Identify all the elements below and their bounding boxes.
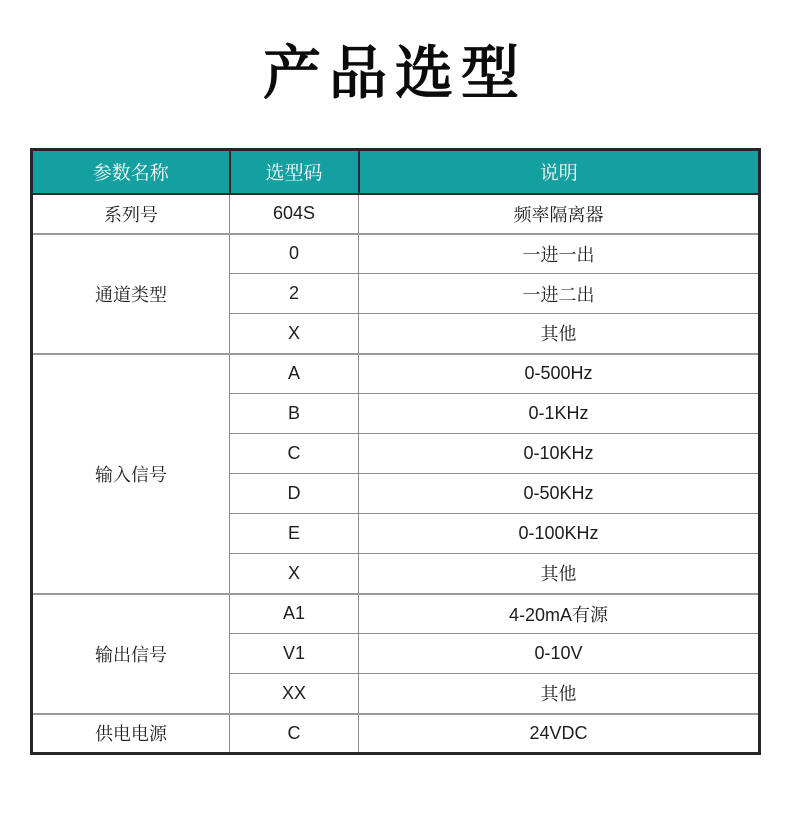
code-cell: C bbox=[230, 714, 359, 754]
table-row bbox=[32, 354, 760, 394]
header-description: 说明 bbox=[359, 150, 760, 194]
header-param-name: 参数名称 bbox=[32, 150, 230, 194]
desc-cell: 0-50KHz bbox=[359, 474, 760, 514]
table-row bbox=[32, 194, 760, 234]
desc-cell: 0-500Hz bbox=[359, 354, 760, 394]
code-cell: X bbox=[230, 554, 359, 594]
product-selection-table bbox=[30, 148, 761, 755]
desc-cell: 0-1KHz bbox=[359, 394, 760, 434]
param-cell: 供电电源 bbox=[32, 714, 230, 754]
code-cell: A1 bbox=[230, 594, 359, 634]
desc-cell: 其他 bbox=[359, 674, 760, 714]
table-row bbox=[32, 714, 760, 754]
table-body bbox=[32, 194, 760, 754]
code-cell: A bbox=[230, 354, 359, 394]
desc-cell: 24VDC bbox=[359, 714, 760, 754]
page-title: 产品选型 bbox=[262, 41, 527, 106]
code-cell: B bbox=[230, 394, 359, 434]
code-cell: 604S bbox=[230, 194, 359, 234]
code-cell: XX bbox=[230, 674, 359, 714]
param-cell: 通道类型 bbox=[32, 234, 230, 354]
code-cell: X bbox=[230, 314, 359, 354]
code-cell: 2 bbox=[230, 274, 359, 314]
desc-cell: 频率隔离器 bbox=[359, 194, 760, 234]
header-selection-code: 选型码 bbox=[230, 150, 359, 194]
desc-cell: 4-20mA有源 bbox=[359, 594, 760, 634]
desc-cell: 其他 bbox=[359, 314, 760, 354]
desc-cell: 0-10V bbox=[359, 634, 760, 674]
desc-cell: 其他 bbox=[359, 554, 760, 594]
code-cell: V1 bbox=[230, 634, 359, 674]
param-cell: 系列号 bbox=[32, 194, 230, 234]
param-cell: 输出信号 bbox=[32, 594, 230, 714]
code-cell: E bbox=[230, 514, 359, 554]
desc-cell: 一进一出 bbox=[359, 234, 760, 274]
code-cell: 0 bbox=[230, 234, 359, 274]
table-header-row bbox=[32, 150, 760, 194]
desc-cell: 0-10KHz bbox=[359, 434, 760, 474]
desc-cell: 0-100KHz bbox=[359, 514, 760, 554]
param-cell: 输入信号 bbox=[32, 354, 230, 594]
desc-cell: 一进二出 bbox=[359, 274, 760, 314]
table-row bbox=[32, 234, 760, 274]
table-row bbox=[32, 594, 760, 634]
code-cell: C bbox=[230, 434, 359, 474]
code-cell: D bbox=[230, 474, 359, 514]
